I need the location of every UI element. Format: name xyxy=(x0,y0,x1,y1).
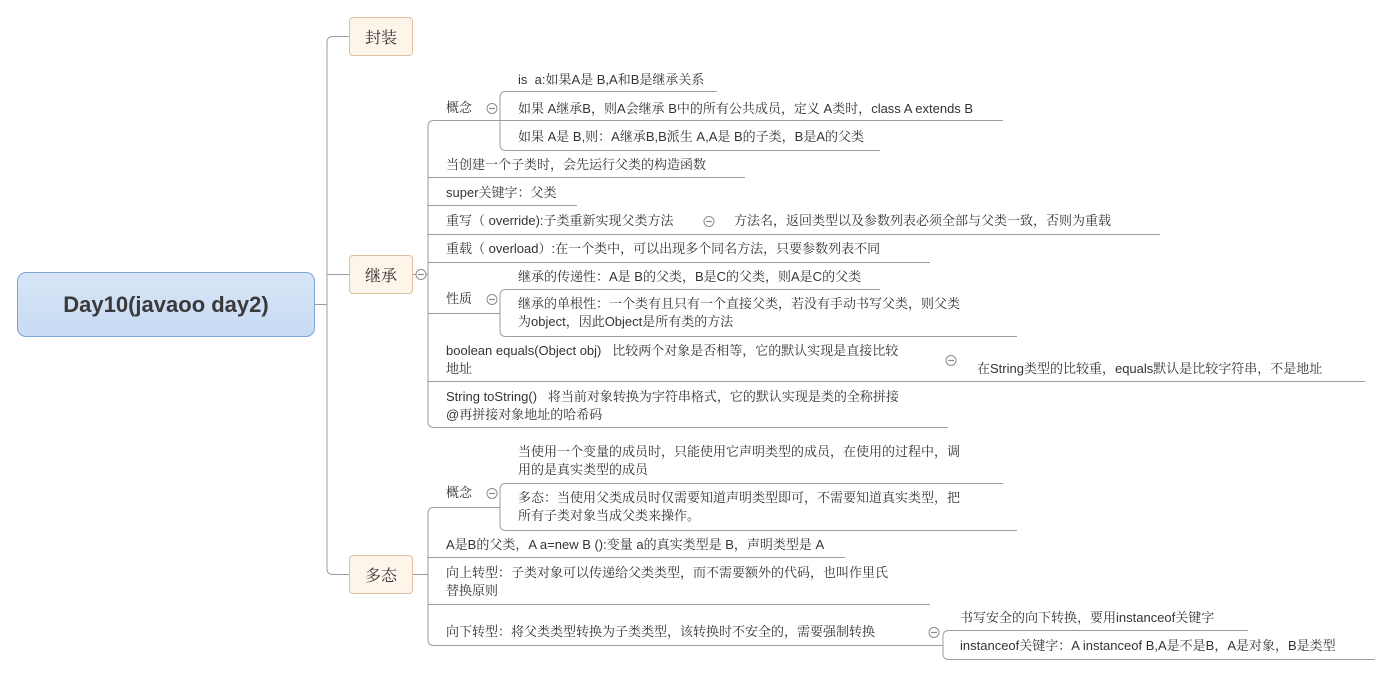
properties-collapse-icon[interactable] xyxy=(487,295,497,305)
topic-line: 地址 xyxy=(446,361,473,376)
topic-line: 向上转型：子类对象可以传递给父类类型，而不需要额外的代码，也叫作里氏 xyxy=(446,565,889,580)
topic-equals-string[interactable]: 在String类型的比较重，equals默认是比较字符串，不是地址 xyxy=(977,361,1323,376)
connector-poly-concept-spine xyxy=(500,484,506,531)
topic-line: 所有子类对象当成父类来操作。 xyxy=(518,508,701,523)
topic-override[interactable]: 重写（ override):子类重新实现父类方法 xyxy=(446,213,674,228)
topic-declared-type[interactable]: A是B的父类，A a=new B ():变量 a的真实类型是 B，声明类型是 A xyxy=(446,537,825,552)
root-topic[interactable]: Day10(javaoo day2) xyxy=(17,272,315,337)
topic-super-keyword[interactable]: super关键字：父类 xyxy=(446,185,557,200)
topic-downcast[interactable]: 向下转型：将父类类型转换为子类类型，该转换时不安全的，需要强制转换 xyxy=(446,624,876,639)
inheritance-collapse-icon[interactable] xyxy=(416,270,426,280)
topic-tostring[interactable] xyxy=(446,388,899,424)
connector-downcast-spine xyxy=(943,631,949,660)
poly-concept-collapse-icon[interactable] xyxy=(487,489,497,499)
topic-line: 多态：当使用父类成员时仅需要知道声明类型即可，不需要知道真实类型，把 xyxy=(518,490,961,505)
connector-properties-spine xyxy=(500,290,506,337)
topic-single-root[interactable] xyxy=(518,295,960,331)
topic-encapsulation[interactable]: 封装 xyxy=(349,17,413,56)
topic-poly-definition[interactable] xyxy=(518,489,960,525)
topic-member-access[interactable] xyxy=(518,443,960,479)
topic-line: 当使用一个变量的成员时，只能使用它声明类型的成员，在使用的过程中，调 xyxy=(518,444,961,459)
inheritance-concept-collapse-icon[interactable] xyxy=(487,104,497,114)
topic-is-a[interactable]: is a:如果A是 B,A和B是继承关系 xyxy=(518,72,705,87)
topic-line: String toString() 将当前对象转换为字符串格式，它的默认实现是类的全称拼接 xyxy=(446,389,899,404)
topic-inheritance[interactable]: 继承 xyxy=(349,255,413,294)
topic-equals[interactable] xyxy=(446,342,898,378)
topic-line: 替换原则 xyxy=(446,583,499,598)
topic-instanceof[interactable]: instanceof关键字：A instanceof B,A是不是B，A是对象，B是类型 xyxy=(960,638,1336,653)
topic-line: @再拼接对象地址的哈希码 xyxy=(446,407,603,422)
topic-overload[interactable]: 重载（ overload）:在一个类中，可以出现多个同名方法，只要参数列表不同 xyxy=(446,241,881,256)
topic-line: 为object，因此Object是所有类的方法 xyxy=(518,314,734,329)
topic-properties[interactable]: 性质 xyxy=(446,291,473,306)
topic-transitivity[interactable]: 继承的传递性：A是 B的父类，B是C的父类，则A是C的父类 xyxy=(518,269,862,284)
topic-upcast[interactable] xyxy=(446,564,888,600)
topic-constructor-order[interactable]: 当创建一个子类时，会先运行父类的构造函数 xyxy=(446,157,707,172)
topic-polymorphism[interactable]: 多态 xyxy=(349,555,413,594)
topic-override-rule[interactable]: 方法名，返回类型以及参数列表必须全部与父类一致，否则为重载 xyxy=(734,213,1112,228)
topic-inheritance-concept[interactable]: 概念 xyxy=(446,100,473,115)
topic-inherit-members[interactable]: 如果 A继承B，则A会继承 B中的所有公共成员，定义 A类时，class A extends B xyxy=(518,101,974,116)
override-collapse-icon[interactable] xyxy=(704,217,714,227)
topic-line: 用的是真实类型的成员 xyxy=(518,462,649,477)
topic-safe-downcast[interactable]: 书写安全的向下转换，要用instanceof关键字 xyxy=(960,610,1215,625)
topic-poly-concept[interactable]: 概念 xyxy=(446,485,473,500)
topic-subclass-relation[interactable]: 如果 A是 B,则：A继承B,B派生 A,A是 B的子类，B是A的父类 xyxy=(518,129,864,144)
equals-collapse-icon[interactable] xyxy=(946,356,956,366)
topic-line: boolean equals(Object obj) 比较两个对象是否相等，它的默认实现是直接比较 xyxy=(446,343,899,358)
topic-line: 继承的单根性：一个类有且只有一个直接父类，若没有手动书写父类，则父类 xyxy=(518,296,961,311)
connector-root-spine xyxy=(327,37,349,575)
connector-polymorphism-spine xyxy=(428,508,434,646)
downcast-collapse-icon[interactable] xyxy=(929,628,939,638)
